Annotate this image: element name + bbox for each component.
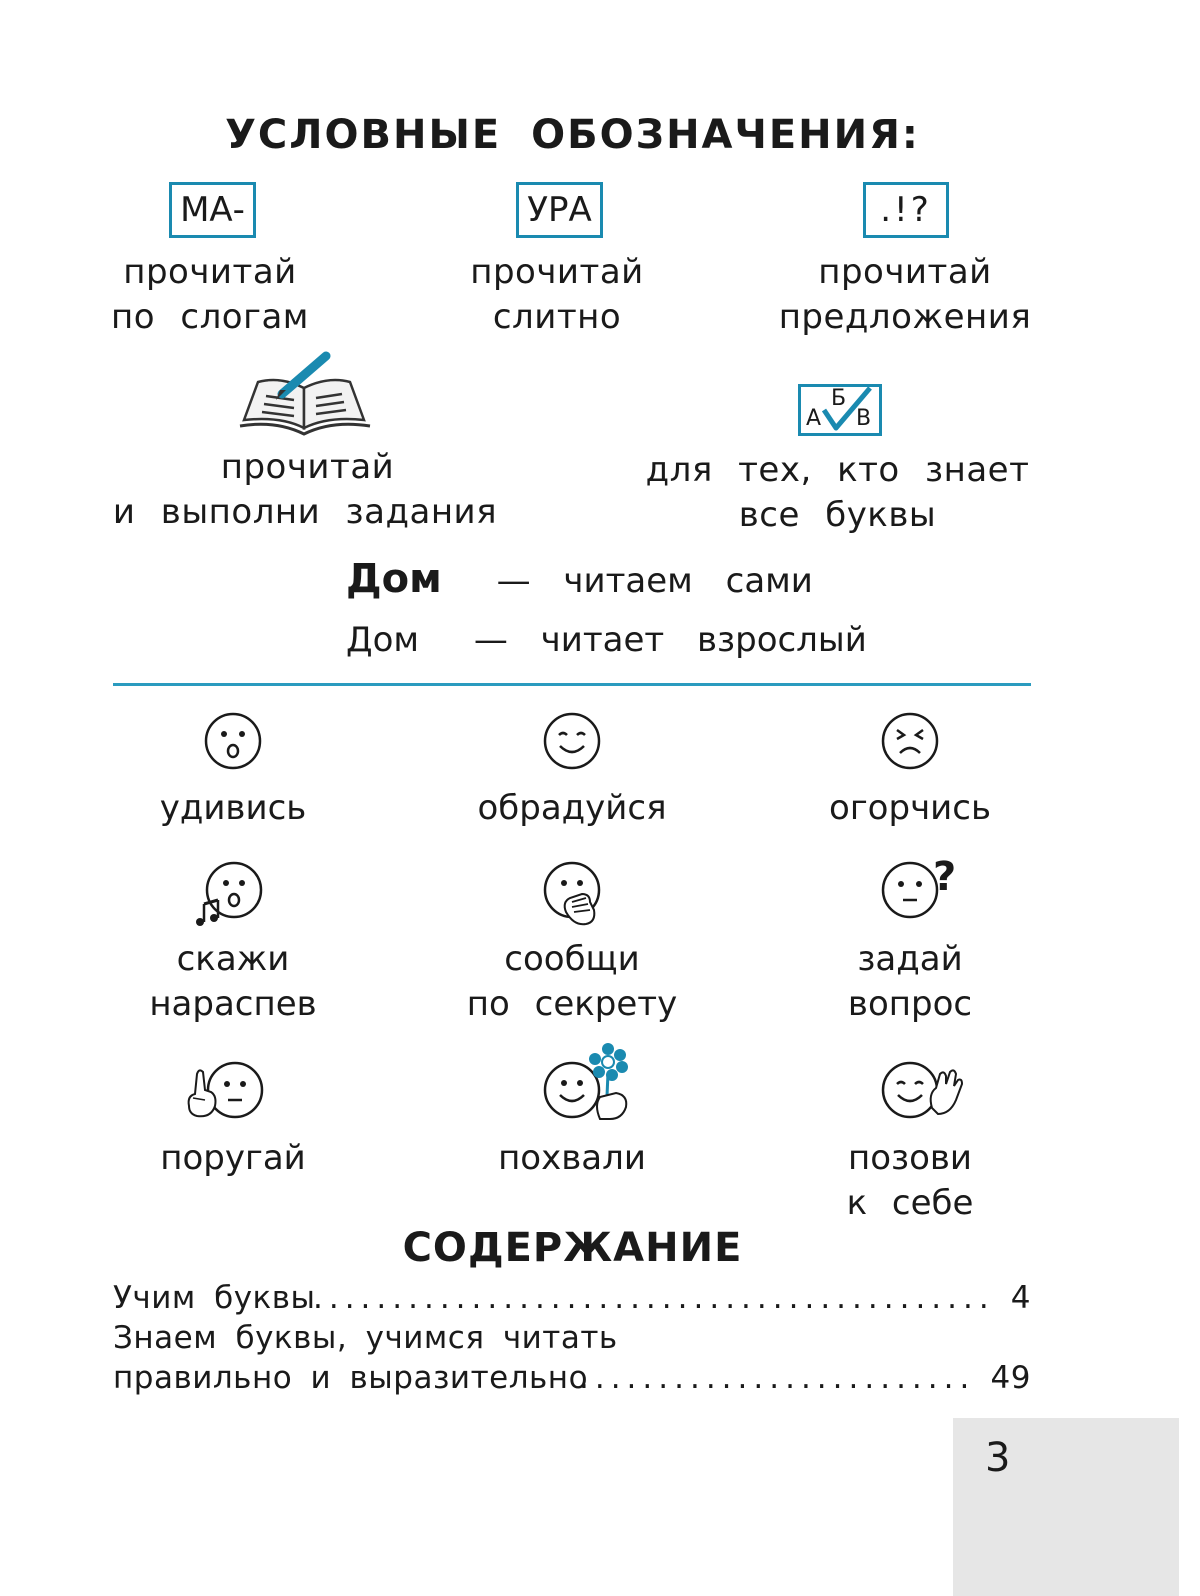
question-mark-symbol: ? xyxy=(933,854,957,900)
toc-leader-dots: ........................................... xyxy=(313,1280,995,1316)
legend-all-letters-label: для тех, кто знает все буквы xyxy=(645,450,1030,535)
fluent-symbol-box: УРА xyxy=(516,182,603,238)
legend-title: УСЛОВНЫЕ ОБОЗНАЧЕНИЯ: xyxy=(225,112,920,158)
smiling-face-icon xyxy=(542,711,602,775)
emotion-label-praise: похвали xyxy=(498,1138,646,1178)
abc-letter-b: Б xyxy=(831,386,847,411)
abc-letter-a: А xyxy=(806,406,822,431)
legend-sentences-label: прочитай предложения xyxy=(778,252,1032,337)
section-divider xyxy=(113,683,1031,686)
legend-syllables-label: прочитай по слогам xyxy=(111,252,309,337)
dom-regular-line: Дом — читает взрослый xyxy=(346,620,867,660)
open-book-pencil-icon xyxy=(236,350,376,440)
toc-leader-dots: ......................... xyxy=(579,1360,976,1396)
singing-face-icon xyxy=(192,860,266,934)
toc-entry-1-title: Учим буквы xyxy=(113,1280,316,1316)
legend-fluent-label: прочитай слитно xyxy=(470,252,644,337)
emotion-label-sing: скажи нараспев xyxy=(149,939,317,1024)
toc-entry-1[interactable] xyxy=(113,1278,1031,1318)
sentences-symbol-box: .!? xyxy=(863,182,949,238)
abc-letter-v: В xyxy=(856,406,872,431)
toc-entry-2[interactable] xyxy=(113,1318,1031,1398)
contents-title: СОДЕРЖАНИЕ xyxy=(402,1225,743,1271)
toc-entry-2-page: 49 xyxy=(990,1360,1031,1396)
praising-face-with-flower-icon xyxy=(542,1045,638,1127)
upset-face-icon xyxy=(880,711,940,775)
toc-entry-2-title-line2: правильно и выразительно xyxy=(113,1360,589,1396)
page-number: 3 xyxy=(985,1435,1011,1481)
syllables-symbol-box: МА- xyxy=(169,182,256,238)
abc-checkmark-icon xyxy=(798,384,882,436)
whispering-face-icon xyxy=(542,860,606,934)
emotion-label-rejoice: обрадуйся xyxy=(477,788,667,828)
emotion-label-surprise: удивись xyxy=(159,788,307,828)
waving-face-icon xyxy=(880,1060,964,1126)
emotion-label-scold: поругай xyxy=(160,1138,306,1178)
legend-tasks-label: прочитай и выполни задания xyxy=(112,447,498,532)
emotion-label-call: позови к себе xyxy=(846,1138,974,1223)
toc-entry-1-page: 4 xyxy=(1010,1280,1031,1316)
scolding-face-icon xyxy=(183,1060,265,1126)
emotion-label-upset: огорчись xyxy=(829,788,991,828)
emotion-label-secret: сообщи по секрету xyxy=(466,939,678,1024)
surprised-face-icon xyxy=(203,711,263,775)
dom-bold-line: Дом — читаем сами xyxy=(346,556,813,602)
toc-entry-2-title-line1: Знаем буквы, учимся читать xyxy=(113,1320,618,1356)
questioning-face-icon xyxy=(880,860,940,924)
emotion-label-question: задай вопрос xyxy=(847,939,973,1024)
